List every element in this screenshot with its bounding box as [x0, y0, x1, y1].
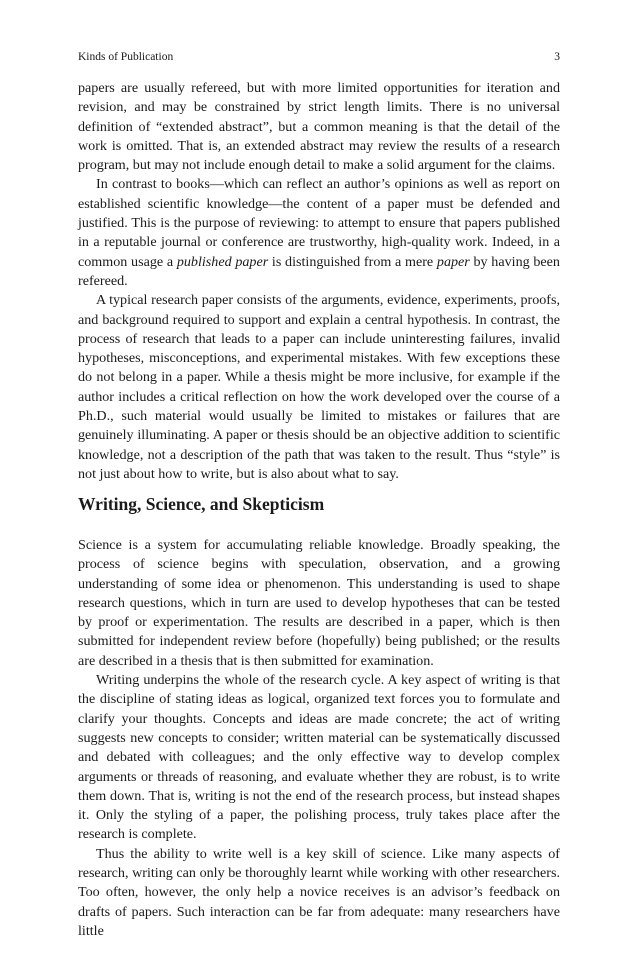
- emphasized-term: paper: [436, 253, 470, 270]
- paragraph: [78, 671, 560, 845]
- emphasized-term: published paper: [176, 253, 269, 270]
- paragraph: [78, 79, 560, 175]
- section-2-body: [78, 536, 560, 941]
- running-head: [78, 50, 560, 64]
- text-run: is distinguished from a mere: [268, 253, 437, 270]
- text-run: Science is a system for accumulating reliable knowledge. Broadly speaking, the process of science begins with speculation, observation, and a growing understanding of some idea or phenomenon. This understanding is used to shape research questions, which in turn are used to develop hypotheses that can be tested by proof or experimentation. The results are described in a paper, which is then submitted for independent review before (hopefully) being published; or the results are described in a thesis that is then submitted for examination.: [78, 537, 560, 669]
- text-run: papers are usually refereed, but with more limited opportunities for iteration and revision, and may be constrained by strict length limits. There is no universal definition of “extended abstract”, but a common meaning is that the detail of the work is omitted. That is, an extended abstract may review the results of a research program, but may not include enough detail to make a solid argument for the claims.: [78, 80, 560, 174]
- text-run: by having been refereed.: [78, 253, 560, 289]
- paragraph: [78, 175, 560, 291]
- text-run: In contrast to books—which can reflect an author’s opinions as well as report on established scientific knowledge—the content of a paper must be defended and justified. This is the purpose of reviewing: to attempt to ensure that papers published in a reputable journal or conference are trustworthy, high-quality work. Indeed, in a common usage a: [78, 176, 560, 270]
- page-number: 3: [554, 51, 560, 63]
- paragraph: [78, 845, 560, 941]
- section-heading: Writing, Science, and Skepticism: [78, 494, 325, 514]
- paragraph: [78, 291, 560, 484]
- text-run: A typical research paper consists of the arguments, evidence, experiments, proofs, and background required to support and explain a central hypothesis. In contrast, the process of research that leads to a paper can include uninteresting failures, invalid hypotheses, misconceptions, and experimental mistakes. With few exceptions these do not belong in a paper. While a thesis might be more inclusive, for example if the author includes a critical reflection on how the work developed over the course of a Ph.D., such material would usually be limited to mistakes or failures that are genuinely illuminating. A paper or thesis should be an objective addition to scientific knowledge, not a description of the path that was taken to the result. Thus “style” is not just about how to write, but is also about what to say.: [78, 292, 560, 482]
- section-1-body: [78, 79, 560, 484]
- text-run: Thus the ability to write well is a key skill of science. Like many aspects of research, writing can only be thoroughly learnt while working with other researchers. Too often, however, the only help a novice receives is an advisor’s feedback on drafts of papers. Such interaction can be far from adequate: many researchers have little: [78, 845, 560, 939]
- running-title: Kinds of Publication: [78, 51, 174, 63]
- text-run: Writing underpins the whole of the research cycle. A key aspect of writing is that the discipline of stating ideas as logical, organized text forces you to formulate and clarify your thoughts. Concepts and ideas are made concrete; the act of writing suggests new concepts to consider; written material can be systematically discussed and debated with colleagues; and the only effective way to develop complex arguments or threads of reasoning, and evaluate whether they are robust, is to write them down. That is, writing is not the end of the research process, but instead shapes it. Only the styling of a paper, the polishing process, truly takes place after the research is complete.: [78, 672, 560, 843]
- paragraph: [78, 536, 560, 671]
